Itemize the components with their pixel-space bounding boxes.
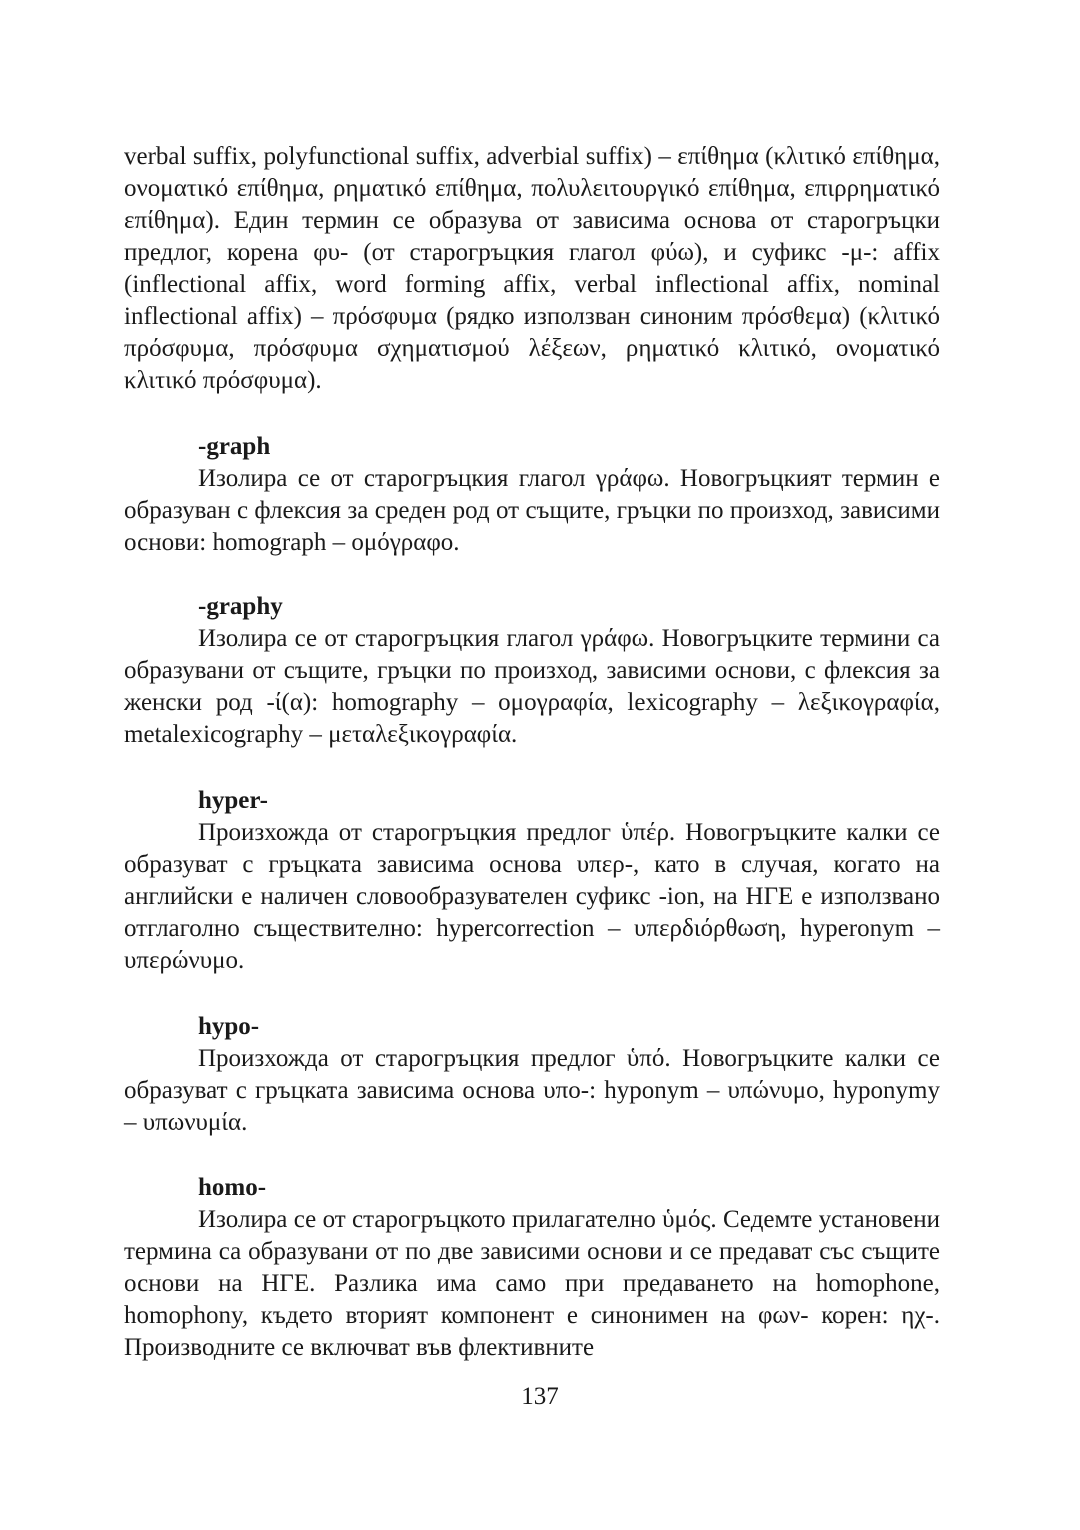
continuation-paragraph-text: verbal suffix, polyfunctional suffix, adverbial suffix) – επίθημα (κλιτικό επίθημα, ονοματικό επίθημα, ρηματικό επίθημα, πολυλειτουργικό επίθημα, επιρρηματικό επίθημα). Един термин се образува от зависима основа от старогръцки предлог, корена φυ- (от старогръцкия глагол φύω), и суфикс -μ-: affix (inflectional affix, word forming affix, verbal inflectional affix, nominal inflectional affix) – πρόσφυμα (рядко използван синоним πρόσθεμα) (κλιτικό πρόσφυμα, πρόσφυμα σχηματισμού λέξεων, ρηματικό κλιτικό, ονοματικό κλιτικό πρόσφυμα). — [124, 143, 940, 394]
entry-term: -graph — [198, 433, 271, 460]
entry-term: hypo- — [198, 1013, 260, 1040]
entry-hyper — [124, 785, 940, 977]
entry-body: Произхожда от старогръцкия предлог ὑπό. Новогръцките калки се образуват с гръцката зависима основа υπο-: hyponym – υπώνυμο, hyponymy – υπωνυμία. — [124, 1045, 940, 1136]
entry-hypo — [124, 1011, 940, 1139]
page-number: 137 — [521, 1383, 559, 1410]
entry-homo — [124, 1172, 940, 1364]
entry-term: homo- — [198, 1174, 267, 1201]
continuation-paragraph — [124, 141, 940, 397]
entry-body: Изолира се от старогръцкото прилагателно ὑμός. Седемте установени термина са образувани от по две зависими основи и се предават със същите основи на НГЕ. Разлика има само при предаването на homophone, homophony, където вторият компонент е синонимен на φων- корен: ηχ-. Производните се включват във флективните — [124, 1206, 940, 1361]
entry-term: hyper- — [198, 787, 268, 814]
entry-graph — [124, 431, 940, 559]
entry-body: Произхожда от старогръцкия предлог ὑπέρ. Новогръцките калки се образуват с гръцката зависима основа υπερ-, като в случая, когато на английски е наличен словообразувателен суфикс -ion, на НГЕ е използвано отглаголно съществително: hypercorrection – υπερδιόρθωση, hyperonym – υπερώνυμο. — [124, 819, 940, 974]
entry-term: -graphy — [198, 593, 283, 620]
entry-graphy — [124, 591, 940, 751]
entry-body: Изолира се от старогръцкия глагол γράφω. Новогръцките термини са образувани от същите, гръцки по произход, зависими основи, с флексия за женски род -ί(α): homography – ομογραφία, lexicography – λεξικογραφία, metalexicography – μεταλεξικογραφία. — [124, 625, 940, 748]
entry-body: Изолира се от старогръцкия глагол γράφω. Новогръцкият термин е образуван с флексия за среден род от същите, гръцки по произход, зависими основи: homograph – ομόγραφο. — [124, 465, 940, 556]
